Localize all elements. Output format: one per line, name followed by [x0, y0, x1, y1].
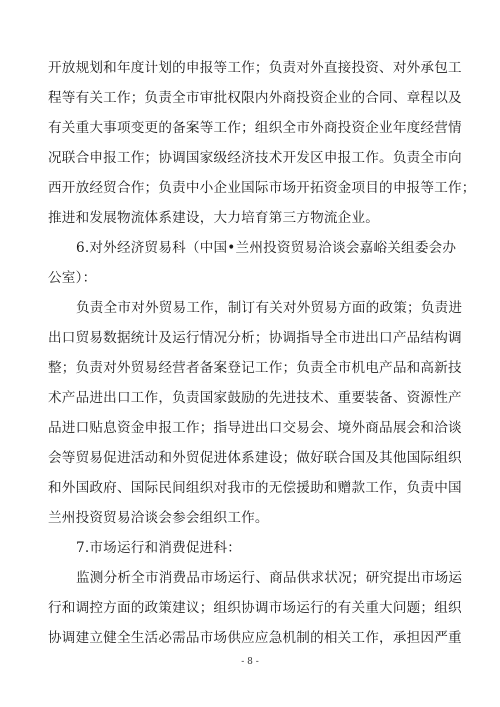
section-heading: 公室）：: [48, 270, 97, 286]
body-text-line: 和外国政府、国际民间组织对我市的无偿援助和赠款工作，负责中国: [48, 480, 462, 496]
body-text-line: 会等贸易促进活动和外贸促进体系建设；做好联合国及其他国际组织: [48, 450, 462, 466]
body-text-line: 西开放经贸合作；负责中小企业国际市场开拓资金项目的申报等工作；: [48, 180, 476, 196]
body-text-line: 有关重大事项变更的备案等工作；组织全市外商投资企业年度经营情: [48, 120, 462, 136]
body-text-line: 程等有关工作；负责全市审批权限内外商投资企业的合同、章程以及: [48, 90, 462, 106]
body-text-line: 行和调控方面的政策建议；组织协调市场运行的有关重大问题；组织: [48, 600, 462, 616]
section-heading: 7.市场运行和消费促进科：: [76, 540, 242, 556]
body-text-line: 况联合申报工作；协调国家级经济技术开发区申报工作。负责全市向: [48, 150, 462, 166]
body-text-line: 出口贸易数据统计及运行情况分析；协调指导全市进出口产品结构调: [48, 330, 462, 346]
body-text-line: 监测分析全市消费品市场运行、商品供求状况；研究提出市场运: [76, 570, 463, 586]
body-text-line: 整；负责对外贸易经营者备案登记工作；负责全市机电产品和高新技: [48, 360, 462, 376]
body-text-line: 推进和发展物流体系建设，大力培育第三方物流企业。: [48, 210, 380, 226]
section-heading: 6.对外经济贸易科（中国•兰州投资贸易洽谈会嘉峪关组委会办: [76, 240, 457, 256]
body-text-line: 术产品进出口工作，负责国家鼓励的先进技术、重要装备、资源性产: [48, 390, 462, 406]
body-text-line: 兰州投资贸易洽谈会参会组织工作。: [48, 510, 269, 526]
body-text-line: 开放规划和年度计划的申报等工作；负责对外直接投资、对外承包工: [48, 60, 462, 76]
body-text-line: 品进口贴息资金申报工作；指导进出口交易会、境外商品展会和洽谈: [48, 420, 462, 436]
body-text-line: 负责全市对外贸易工作，制订有关对外贸易方面的政策；负责进: [76, 300, 463, 316]
page-number: - 8 -: [241, 657, 259, 667]
body-text-line: 协调建立健全生活必需品市场供应应急机制的相关工作，承担因严重: [48, 630, 462, 646]
